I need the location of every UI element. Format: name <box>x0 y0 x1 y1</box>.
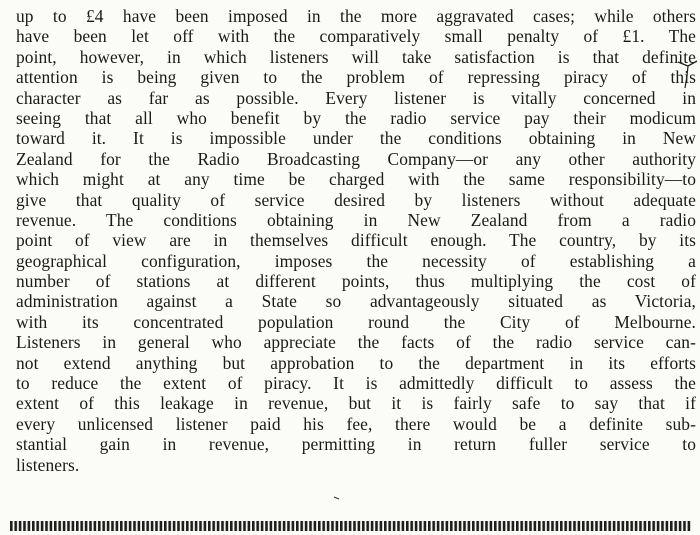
article-line: number of stations at different points, thus multiplying the cost of <box>16 271 696 292</box>
article-line: geographical configuration, imposes the necessity of establishing a <box>16 250 696 271</box>
article-line: point, however, in which listeners will take satisfaction is that definite <box>16 46 696 67</box>
article-line: extent of this leakage in revenue, but it is fairly safe to say that if <box>16 393 696 414</box>
article-line: give that quality of service desired by listeners without adequate <box>16 189 696 210</box>
article-line: not extend anything but approbation to the department in its efforts <box>16 352 696 373</box>
article-line: Zealand for the Radio Broadcasting Company—or any other authority <box>16 148 696 169</box>
article-text-column <box>16 6 696 475</box>
article-line: attention is being given to the problem of repressing piracy of this <box>16 67 696 88</box>
margin-scan-mark <box>676 54 698 94</box>
article-line: to reduce the extent of piracy. It is admittedly difficult to assess the <box>16 373 696 394</box>
article-line: administration against a State so advantageously situated as Victoria, <box>16 291 696 312</box>
article-line-final: listeners. <box>16 454 80 475</box>
article-line: every unlicensed listener paid his fee, there would be a definite sub- <box>16 413 696 434</box>
article-line: Listeners in general who appreciate the facts of the radio service can- <box>16 332 696 353</box>
article-line: up to £4 have been imposed in the more aggravated cases; while others <box>16 6 696 26</box>
article-line: which might at any time be charged with the same responsibility—to <box>16 169 696 190</box>
article-line: point of view are in themselves difficult enough. The country, by its <box>16 230 696 251</box>
article-line: character as far as possible. Every listener is vitally concerned in <box>16 87 696 108</box>
article-line: toward it. It is impossible under the conditions obtaining in New <box>16 128 696 149</box>
article-line: revenue. The conditions obtaining in New Zealand from a radio <box>16 209 696 230</box>
decorative-dash-rule <box>10 520 692 532</box>
article-line: stantial gain in revenue, permitting in return fuller service to <box>16 434 696 455</box>
article-line: have been let off with the comparatively small penalty of £1. The <box>16 26 696 47</box>
article-line: seeing that all who benefit by the radio service pay their modicum <box>16 107 696 128</box>
article-line: with its concentrated population round the City of Melbourne. <box>16 311 696 332</box>
ink-speck <box>333 495 341 501</box>
